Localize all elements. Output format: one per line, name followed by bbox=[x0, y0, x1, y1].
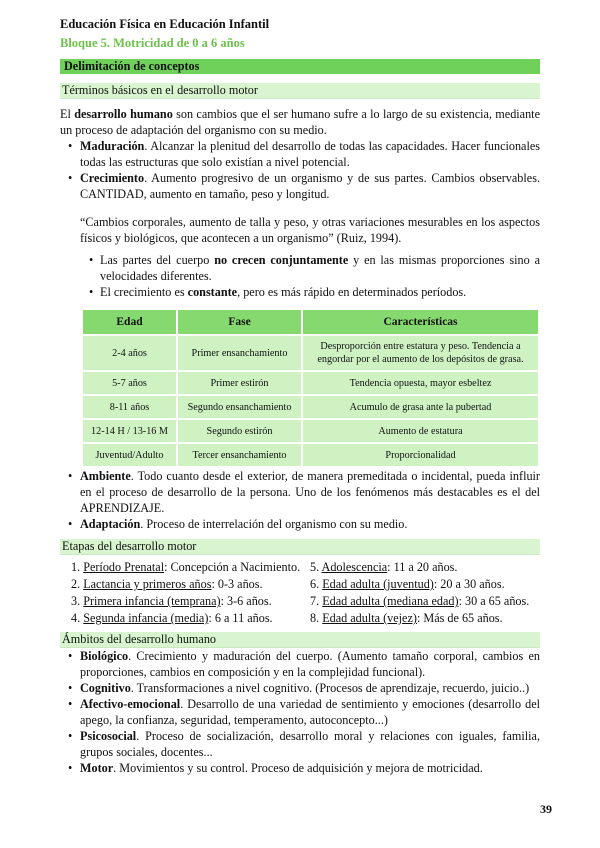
list-item: 6. Edad adulta (juventud): 20 a 30 años. bbox=[310, 577, 505, 591]
list-item-adaptacion: • Adaptación. Proceso de interrelación del organismo con su medio. bbox=[80, 516, 540, 532]
list-item-psicosocial: • Psicosocial. Proceso de socialización, desarrollo moral y relaciones con iguales, familia, grupos sociales, docentes... bbox=[80, 728, 540, 760]
table-cell: Aumento de estatura bbox=[303, 420, 538, 442]
list-item: 8. Edad adulta (vejez): Más de 65 años. bbox=[310, 611, 503, 625]
section-heading-terminos: Términos básicos en el desarrollo motor bbox=[60, 83, 540, 99]
list-item: 3. Primera infancia (temprana): 3-6 años. bbox=[71, 594, 272, 608]
page-number: 39 bbox=[540, 802, 552, 816]
table-header-caracteristicas: Características bbox=[303, 310, 538, 334]
table-cell: Proporcionalidad bbox=[303, 444, 538, 466]
list-item-maduracion: • Maduración. Alcanzar la plenitud del desarrollo de todas las capacidades. Hacer funcionales todas las estructuras que solo existían a nivel potencial. bbox=[80, 138, 540, 170]
table-cell: 2-4 años bbox=[83, 336, 176, 370]
list-item: 7. Edad adulta (mediana edad): 30 a 65 años. bbox=[310, 594, 530, 608]
table-cell: Tercer ensanchamiento bbox=[178, 444, 301, 466]
list-item-motor: • Motor. Movimientos y su control. Proceso de adquisición y mejora de motricidad. bbox=[80, 760, 540, 776]
section-heading-ambitos: Ámbitos del desarrollo humano bbox=[60, 632, 540, 648]
list-item-ambiente: • Ambiente. Todo cuanto desde el exterior, de manera premeditada o incidental, pueda influir en el proceso de desarrollo de la persona. Uno de los fenómenos más destacables es el del APRENDIZAJE. bbox=[80, 468, 540, 516]
table-cell: Juventud/Adulto bbox=[83, 444, 176, 466]
table-cell: Primer estirón bbox=[178, 372, 301, 394]
intro-paragraph: El desarrollo humano son cambios que el ser humano sufre a lo largo de su existencia, mediante un proceso de adaptación del organismo con su medio. bbox=[60, 107, 540, 137]
section-heading-main: Delimitación de conceptos bbox=[60, 59, 540, 74]
table-row bbox=[83, 336, 538, 370]
table-cell: Segundo estirón bbox=[178, 420, 301, 442]
table-row bbox=[83, 372, 538, 394]
table-cell: 8-11 años bbox=[83, 396, 176, 418]
quote-paragraph: “Cambios corporales, aumento de talla y peso, y otras variaciones mesurables en los aspectos físicos y biológicos, que acontecen a un organismo” (Ruiz, 1994). bbox=[80, 215, 540, 245]
ambitos-list bbox=[60, 648, 540, 776]
table-header-fase: Fase bbox=[178, 310, 301, 334]
table-cell: Segundo ensanchamiento bbox=[178, 396, 301, 418]
terminos-list bbox=[60, 138, 540, 202]
document-subtitle: Bloque 5. Motricidad de 0 a 6 años bbox=[60, 36, 245, 50]
table-header-row bbox=[83, 310, 538, 334]
table-row bbox=[83, 444, 538, 466]
document-page bbox=[60, 14, 540, 776]
list-item-afectivo: • Afectivo-emocional. Desarrollo de una variedad de sentimiento y emociones (desarrollo del apego, la confianza, seguridad, temperamento, autoconcepto...) bbox=[80, 696, 540, 728]
list-item: 2. Lactancia y primeros años: 0-3 años. bbox=[71, 577, 263, 591]
table-cell: Desproporción entre estatura y peso. Tendencia a engordar por el aumento de los depósitos de grasa. bbox=[303, 336, 538, 370]
table-row bbox=[83, 420, 538, 442]
table-header-edad: Edad bbox=[83, 310, 176, 334]
intro-bold-term: desarrollo humano bbox=[74, 107, 173, 121]
growth-stages-table bbox=[81, 308, 540, 468]
table-cell: Tendencia opuesta, mayor esbeltez bbox=[303, 372, 538, 394]
sublist-item: • Las partes del cuerpo no crecen conjuntamente y en las mismas proporciones sino a velocidades diferentes. bbox=[100, 252, 540, 284]
list-item: 1. Período Prenatal: Concepción a Nacimiento. bbox=[71, 560, 301, 574]
list-item-cognitivo: • Cognitivo. Transformaciones a nivel cognitivo. (Procesos de aprendizaje, recuerdo, juicio..) bbox=[80, 680, 540, 696]
table-row bbox=[83, 396, 538, 418]
document-title: Educación Física en Educación Infantil bbox=[60, 17, 270, 31]
table-cell: Primer ensanchamiento bbox=[178, 336, 301, 370]
table-cell: 12-14 H / 13-16 M bbox=[83, 420, 176, 442]
section-heading-etapas: Etapas del desarrollo motor bbox=[60, 539, 540, 555]
etapas-column-left bbox=[60, 559, 310, 627]
list-item: 4. Segunda infancia (media): 6 a 11 años. bbox=[71, 611, 273, 625]
list-item-biologico: • Biológico. Crecimiento y maduración del cuerpo. (Aumento tamaño corporal, cambios en proporciones, cambios en composición y en la complejidad funcional). bbox=[80, 648, 540, 680]
etapas-column-right bbox=[310, 559, 540, 627]
etapas-list bbox=[60, 559, 540, 627]
list-item-crecimiento: • Crecimiento. Aumento progresivo de un organismo y de sus partes. Cambios observables. CANTIDAD, aumento en tamaño, peso y longitud. bbox=[80, 170, 540, 202]
list-item: 5. Adolescencia: 11 a 20 años. bbox=[310, 560, 458, 574]
sublist-item: • El crecimiento es constante, pero es más rápido en determinados períodos. bbox=[100, 284, 540, 300]
terminos-list-continued bbox=[60, 468, 540, 532]
table-cell: Acumulo de grasa ante la pubertad bbox=[303, 396, 538, 418]
crecimiento-sublist bbox=[100, 252, 540, 300]
table-cell: 5-7 años bbox=[83, 372, 176, 394]
